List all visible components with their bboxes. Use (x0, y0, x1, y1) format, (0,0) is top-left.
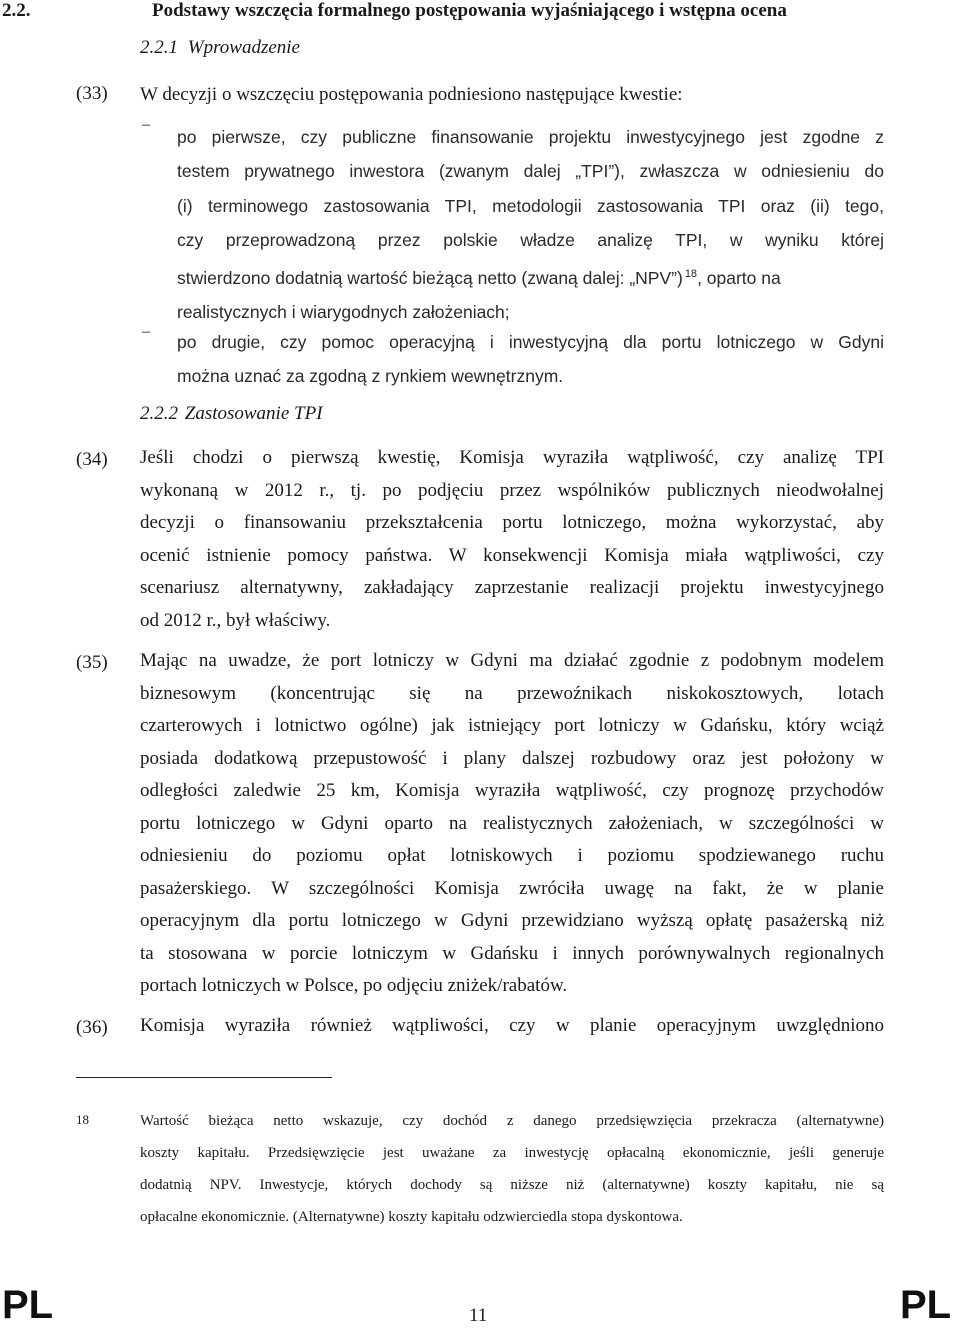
paragraph-line: Mając na uwadze, że port lotniczy w Gdyni ma działać zgodnie z podobnym modelem (140, 650, 884, 671)
paragraph-line: od 2012 r., był właściwy. (140, 609, 331, 631)
paragraph-34 (140, 442, 884, 637)
bullet-line: testem prywatnego inwestora (zwanym dalej „TPI”), zwłaszcza w odniesieniu do (177, 161, 884, 182)
paragraph-line: ocenić istnienie pomocy państwa. W konsekwencji Komisja miała wątpliwości, czy (140, 544, 884, 566)
paragraph-line: decyzji o finansowaniu przekształcenia portu lotniczego, można wykorzystać, aby (140, 512, 884, 533)
paragraph-33-intro: W decyzji o wszczęciu postępowania podniesiono następujące kwestie: (140, 84, 683, 105)
footer-language-left: PL (2, 1283, 54, 1327)
subsection-heading-2 (140, 403, 323, 425)
paragraph-line: odniesieniu do poziomu opłat lotniskowych i poziomu spodziewanego ruchu (140, 845, 884, 866)
footnote-line: dodatnią NPV. Inwestycje, których dochody są niższe niż (alternatywne) koszty kapitału, nie są (140, 1177, 884, 1193)
paragraph-line: portu lotniczego w Gdyni oparto na realistycznych założeniach, w szczególności w (140, 812, 884, 834)
paragraph-line: pasażerskiego. W szczególności Komisja zwróciła uwagę na fakt, że w planie (140, 877, 884, 899)
subsection-heading-1 (140, 37, 300, 59)
section-title: Podstawy wszczęcia formalnego postępowania wyjaśniającego i wstępna ocena (152, 0, 787, 21)
paragraph-line: posiada dodatkową przepustowość i plany dalszej rozbudowy oraz jest położony w (140, 747, 884, 769)
page-number: 11 (469, 1305, 488, 1326)
paragraph-line: operacyjnym dla portu lotniczego w Gdyni przewidziano wyższą opłatę pasażerską niż (140, 910, 884, 931)
footnote-ref[interactable]: 18 (684, 268, 698, 281)
section-number: 2.2. (2, 0, 31, 21)
bullet-line: (i) terminowego zastosowania TPI, metodologii zastosowania TPI oraz (ii) tego, (177, 195, 884, 216)
footnote-separator (76, 1077, 332, 1078)
footnote-text (140, 1105, 884, 1233)
paragraph-number-34: (34) (76, 449, 108, 470)
paragraph-line: scenariusz alternatywny, zakładający zaprzestanie realizacji projektu inwestycyjnego (140, 577, 884, 598)
paragraph-line: Komisja wyraziła również wątpliwości, czy w planie operacyjnym uwzględniono (140, 1015, 884, 1036)
bullet-line: realistycznych i wiarygodnych założeniach; (177, 302, 510, 323)
subsection-title: Zastosowanie TPI (184, 403, 323, 424)
paragraph-line: wykonaną w 2012 r., tj. po podjęciu przez wspólników publicznych nieodwołalnej (140, 479, 884, 501)
bullet-marker: – (142, 116, 150, 133)
bullet-item-2 (177, 325, 884, 394)
footnote-number: 18 (76, 1112, 89, 1127)
footnote-line: koszty kapitału. Przedsięwzięcie jest uważane za inwestycję opłacalną ekonomicznie, jeśli generuje (140, 1145, 884, 1161)
bullet-line: po pierwsze, czy publiczne finansowanie projektu inwestycyjnego jest zgodne z (177, 127, 884, 147)
paragraph-line: odległości zaledwie 25 km, Komisja wyraziła wątpliwość, czy prognozę przychodów (140, 780, 884, 801)
npv-text: stwierdzono dodatnią wartość bieżącą netto (zwaną dalej: „NPV”) $^{18}$, oparto na (177, 268, 781, 289)
subsection-title: Wprowadzenie (187, 37, 300, 58)
footnote-line: Wartość bieżąca netto wskazuje, czy dochód z danego przedsięwzięcia przekracza (alternatywne) (140, 1113, 884, 1129)
bullet-item-1 (177, 120, 884, 330)
paragraph-line: Jeśli chodzi o pierwszą kwestię, Komisja wyraziła wątpliwość, czy analizę TPI (140, 447, 884, 468)
bullet-line: można uznać za zgodną z rynkiem wewnętrznym. (177, 366, 564, 387)
subsection-number: 2.2.2 (140, 403, 178, 424)
paragraph-36 (140, 1010, 884, 1043)
footer-language-right: PL (900, 1283, 952, 1327)
paragraph-line: biznesowym (koncentrując się na przewoźnikach niskokosztowych, lotach (140, 682, 884, 704)
paragraph-number-35: (35) (76, 652, 108, 673)
paragraph-line: portach lotniczych w Polsce, po odjęciu zniżek/rabatów. (140, 975, 568, 996)
paragraph-line: ta stosowana w porcie lotniczym w Gdańsku i innych porównywalnych regionalnych (140, 942, 884, 964)
paragraph-line: czarterowych i lotnictwo ogólne) jak istniejący port lotniczy w Gdańsku, który wciąż (140, 715, 884, 736)
paragraph-number-33: (33) (76, 83, 108, 104)
subsection-number: 2.2.1 (140, 37, 178, 58)
bullet-line: czy przeprowadzoną przez polskie władze analizę TPI, w wyniku której (177, 229, 884, 250)
bullet-marker: – (142, 323, 150, 340)
bullet-line-npv (177, 257, 884, 295)
footnote-line: opłacalne ekonomicznie. (Alternatywne) koszty kapitału odzwierciedla stopa dyskontowa. (140, 1209, 683, 1225)
paragraph-35 (140, 645, 884, 1003)
paragraph-number-36: (36) (76, 1017, 108, 1038)
bullet-line: po drugie, czy pomoc operacyjną i inwestycyjną dla portu lotniczego w Gdyni (177, 332, 884, 352)
